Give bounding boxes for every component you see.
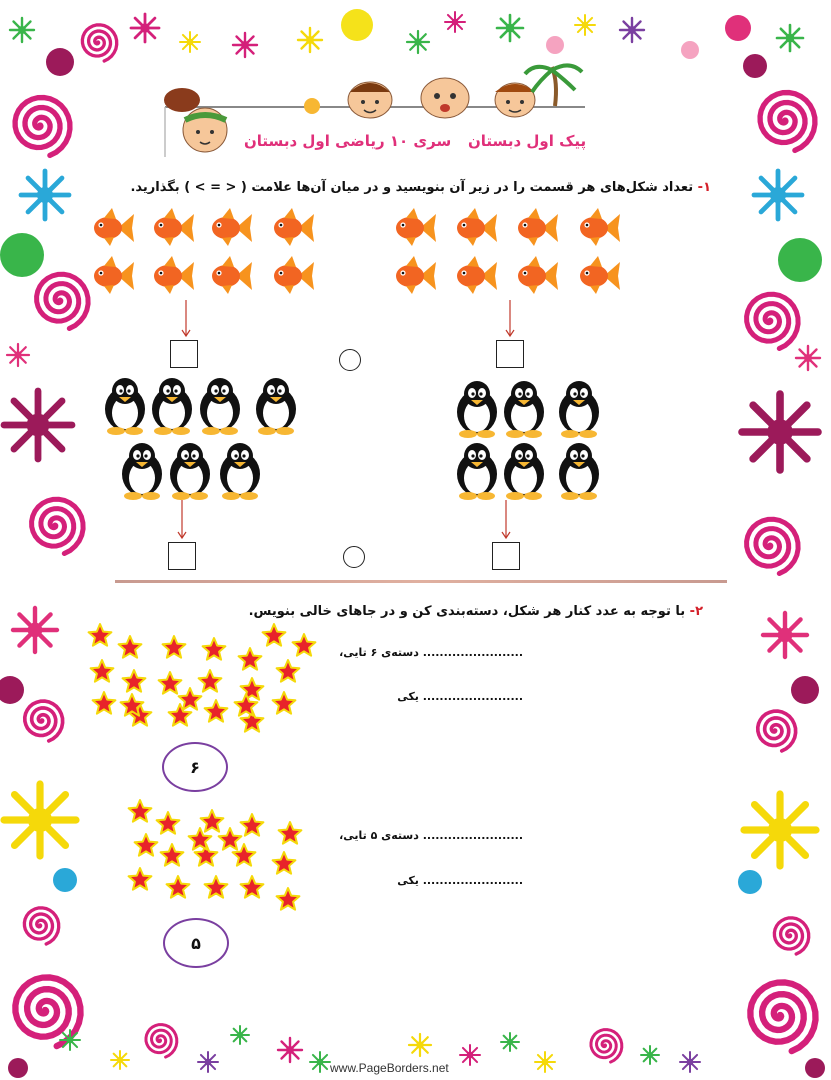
- goldfish: [154, 256, 194, 294]
- star: [157, 812, 180, 834]
- goldfish: [212, 208, 252, 246]
- question-2: [249, 604, 703, 619]
- goldfish: [518, 208, 558, 246]
- goldfish: [396, 208, 436, 246]
- goldfish: [212, 256, 252, 294]
- penguin: [256, 378, 296, 435]
- question-1-text: تعداد شکل‌های هر قسمت را در زیر آن بنویسید و در میان آن‌ها علامت ( < = > ) بگذارید.: [130, 180, 694, 195]
- penguin: [504, 443, 544, 500]
- goldfish: [94, 256, 134, 294]
- star: [241, 876, 264, 898]
- star: [201, 810, 224, 832]
- penguin: [152, 378, 192, 435]
- penguin: [170, 443, 210, 500]
- question-2-text: با توجه به عدد کنار هر شکل، دسته‌بندی کن و در جاهای خالی بنویس.: [248, 604, 686, 619]
- star: [205, 700, 228, 722]
- penguin: [122, 443, 162, 500]
- star: [241, 814, 264, 836]
- star: [219, 828, 242, 850]
- goldfish: [518, 256, 558, 294]
- penguin: [559, 381, 599, 438]
- goldfish: [580, 256, 620, 294]
- goldfish: [274, 256, 314, 294]
- penguin: [200, 378, 240, 435]
- star: [277, 660, 300, 682]
- set1-ones-blank[interactable]: ........................ یکی: [397, 690, 523, 703]
- down-arrow: [502, 500, 510, 538]
- down-arrow: [182, 300, 190, 336]
- set2-groups-blank[interactable]: ........................ دسته‌ی ۵ تایی،: [339, 829, 523, 842]
- goldfish: [94, 208, 134, 246]
- star: [263, 624, 286, 646]
- question-1-number: ۱-: [697, 180, 711, 195]
- set2-ones-blank[interactable]: ........................ یکی: [397, 874, 523, 887]
- penguin: [220, 443, 260, 500]
- star: [119, 636, 142, 658]
- star: [205, 876, 228, 898]
- question-2-number: ۲-: [689, 604, 703, 619]
- star: [159, 672, 182, 694]
- penguin: [457, 443, 497, 500]
- compare-circle-penguins[interactable]: [343, 546, 365, 568]
- compare-circle-fish[interactable]: [339, 349, 361, 371]
- star: [277, 888, 300, 910]
- penguin: [504, 381, 544, 438]
- star: [161, 844, 184, 866]
- star: [93, 692, 116, 714]
- star: [167, 876, 190, 898]
- goldfish: [396, 256, 436, 294]
- star: [135, 834, 158, 856]
- star: [239, 648, 262, 670]
- answer-box-penguins-right[interactable]: [492, 542, 520, 570]
- penguin: [559, 443, 599, 500]
- star: [91, 660, 114, 682]
- down-arrow: [178, 500, 186, 538]
- star: [199, 670, 222, 692]
- goldfish: [580, 208, 620, 246]
- penguin: [105, 378, 145, 435]
- star: [203, 638, 226, 660]
- star: [89, 624, 112, 646]
- goldfish: [457, 208, 497, 246]
- star: [273, 692, 296, 714]
- penguin: [457, 381, 497, 438]
- set2-number-circle: ۵: [163, 918, 229, 968]
- down-arrow: [506, 300, 514, 336]
- worksheet-series-title: سری ۱۰ ریاضی اول دبستان: [244, 132, 452, 150]
- star: [129, 868, 152, 890]
- section-divider: [115, 580, 727, 583]
- star: [123, 670, 146, 692]
- answer-box-fish-right[interactable]: [496, 340, 524, 368]
- star: [293, 634, 316, 656]
- star: [129, 800, 152, 822]
- goldfish: [274, 208, 314, 246]
- goldfish: [457, 256, 497, 294]
- site-title: پیک اول دبستان: [468, 132, 587, 150]
- set1-groups-blank[interactable]: ........................ دسته‌ی ۶ تایی،: [339, 646, 523, 659]
- goldfish: [154, 208, 194, 246]
- set1-number-circle: ۶: [162, 742, 228, 792]
- star: [279, 822, 302, 844]
- answer-box-fish-left[interactable]: [170, 340, 198, 368]
- answer-box-penguins-left[interactable]: [168, 542, 196, 570]
- footer-url: www.PageBorders.net: [330, 1061, 449, 1075]
- star: [273, 852, 296, 874]
- star: [163, 636, 186, 658]
